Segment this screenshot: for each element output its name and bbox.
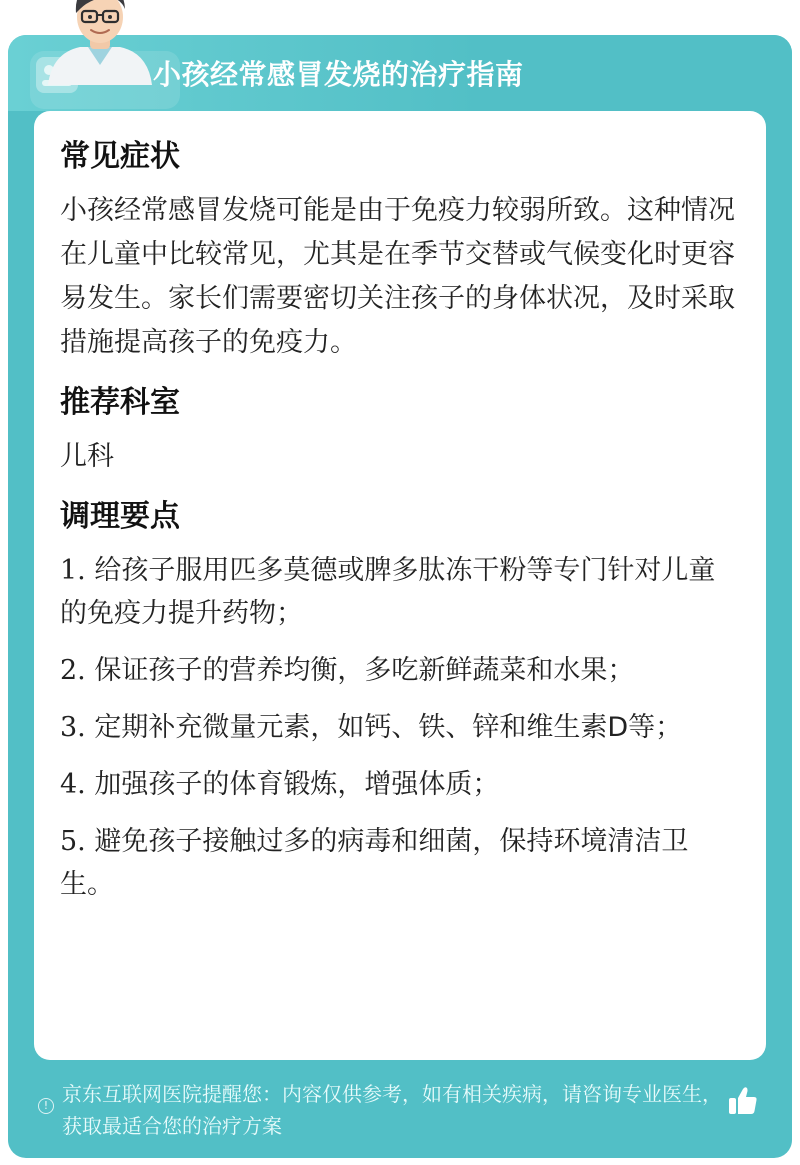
content-body	[60, 133, 740, 920]
list-item	[60, 706, 740, 749]
list-item-text: 给孩子服用匹多莫德或脾多肽冻干粉等专门针对儿童的免疫力提升药物；	[60, 555, 716, 629]
content-card	[34, 111, 766, 1060]
list-item-text: 避免孩子接触过多的病毒和细菌，保持环境清洁卫生。	[60, 826, 689, 900]
care-tips-list	[60, 549, 740, 906]
footer	[8, 1070, 792, 1150]
list-item	[60, 649, 740, 692]
thumbs-up-icon[interactable]	[726, 1084, 760, 1118]
list-item	[60, 763, 740, 806]
page-title: 小孩经常感冒发烧的治疗指南	[153, 58, 524, 91]
disclaimer-text: 京东互联网医院提醒您：内容仅供参考，如有相关疾病，请咨询专业医生，获取最适合您的治疗方案	[62, 1082, 722, 1138]
section-body-symptoms: 小孩经常感冒发烧可能是由于免疫力较弱所致。这种情况在儿童中比较常见，尤其是在季节交替或气候变化时更容易发生。家长们需要密切关注孩子的身体状况，及时采取措施提高孩子的免疫力。	[60, 195, 735, 358]
list-item-text: 加强孩子的体育锻炼，增强体质；	[94, 769, 500, 800]
list-item-number: 1.	[60, 555, 86, 586]
list-item-number: 2.	[60, 655, 86, 686]
list-item	[60, 820, 740, 906]
list-item-text: 保证孩子的营养均衡，多吃新鲜蔬菜和水果；	[94, 655, 635, 686]
list-item	[60, 549, 740, 635]
list-item-number: 5.	[60, 826, 86, 857]
section-title-care: 调理要点	[60, 499, 180, 534]
guide-panel	[8, 35, 792, 1158]
doctor-avatar	[40, 0, 160, 85]
list-item-number: 4.	[60, 769, 86, 800]
section-title-department: 推荐科室	[60, 385, 180, 420]
section-title-symptoms: 常见症状	[60, 139, 180, 174]
list-item-text: 定期补充微量元素，如钙、铁、锌和维生素D等；	[94, 712, 683, 743]
info-icon: !	[38, 1098, 54, 1114]
list-item-number: 3.	[60, 712, 86, 743]
section-body-department: 儿科	[60, 441, 114, 472]
